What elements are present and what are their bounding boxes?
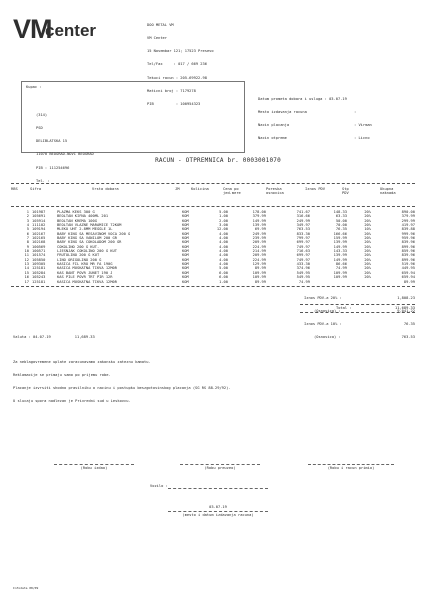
item-naziv: KASICA FIL KRO MR FA 190G (57, 262, 113, 267)
item-jm: KOM (182, 257, 189, 262)
item-sifra: 100569 (32, 244, 46, 249)
item-pdv: 149.99 (333, 244, 347, 249)
item-cena: 224.99 (252, 257, 266, 262)
item-kol: 4.00 (219, 262, 228, 267)
item-sifra: 105914 (32, 218, 46, 223)
sig-line-izdao (54, 464, 134, 465)
item-kol: 3.00 (219, 223, 228, 228)
total-pdv10-label: Iznos PDV-a 10% : (304, 322, 342, 327)
item-kol: 1.00 (219, 279, 228, 284)
item-jm: KOM (182, 236, 189, 241)
item-rbr: 4 (26, 223, 29, 228)
info-row-4 (258, 136, 372, 140)
item-osnovica: 833.30 (296, 231, 310, 236)
item-rbr: 2 (26, 214, 29, 219)
sig-racun-primio: (Robu i racun primio) (327, 466, 375, 470)
sig-izdao: (Robu izdao) (80, 466, 108, 470)
item-ukupno: 659.94 (401, 270, 415, 275)
item-cena: 109.99 (252, 270, 266, 275)
item-sifra: 105850 (32, 257, 46, 262)
item-stopa: 20% (364, 244, 371, 249)
item-rbr: 10 (24, 249, 29, 254)
item-sifra: 102167 (32, 231, 46, 236)
col-ukupna (380, 187, 396, 196)
item-sifra: 125181 (32, 279, 46, 284)
total-osn10-label: (Osnovica) : (314, 335, 341, 340)
item-pdv: 76.35 (335, 227, 347, 232)
item-cena: 209.99 (252, 240, 266, 245)
item-naziv: COKOLINO 200 G KUT. (57, 244, 100, 249)
info-row-2-value: : (354, 110, 357, 115)
note-2: Reklamacije se primaju samo po prijemu robe. (13, 373, 111, 378)
item-pdv: 149.99 (333, 257, 347, 262)
grand-total-value: 11,689.33 (395, 306, 415, 310)
item-ukupno: 959.96 (401, 236, 415, 241)
item-naziv: BEOLTAN KREMA 100G (57, 218, 97, 223)
col-vrsta: Vrsta dobara (92, 187, 119, 191)
item-stopa: 20% (364, 270, 371, 275)
item-osnovica: 433.30 (296, 262, 310, 267)
item-naziv: BABY KING SA MESAVINOM VOCA 200 G (57, 231, 131, 236)
item-cena: 149.99 (252, 218, 266, 223)
item-kol: 4.00 (219, 236, 228, 241)
company-telfax: Tel/Fax : 017 / 669 236 (147, 62, 207, 67)
col-sifra: Sifra (30, 187, 42, 191)
item-osnovica: 763.53 (296, 227, 310, 232)
item-osnovica: 549.95 (296, 275, 310, 280)
item-jm: KOM (182, 262, 189, 267)
item-kol: 6.00 (219, 270, 228, 275)
item-jm: KOM (182, 270, 189, 275)
total-pdv20-label: Iznos PDV-a 20% : (304, 295, 342, 300)
item-sifra: 102168 (32, 240, 46, 245)
item-naziv: KAS PILE POVR TRT PIR 12R (57, 275, 113, 280)
item-osnovica: 699.97 (296, 240, 310, 245)
item-naziv: BABY KING SA VANILOM 200 GR (57, 236, 117, 241)
sig-preuzeo: (Robu preuzeo) (204, 466, 236, 470)
item-osnovica: 374.96 (296, 266, 310, 271)
items-table (11, 210, 415, 284)
item-naziv: PLAZMA KEKS 300 G (57, 210, 95, 214)
item-sifra: 109194 (32, 227, 46, 232)
info-row-4-value: : Licno (354, 136, 370, 141)
invoice-info (258, 88, 372, 145)
buyer-tel: Tel. : (36, 178, 50, 183)
item-rbr: 3 (26, 218, 29, 223)
info-row-1 (258, 97, 372, 101)
col-rbr: RBS (11, 187, 18, 191)
item-ukupno: 839.88 (401, 227, 415, 232)
item-cena: 379.99 (252, 214, 266, 219)
item-cena: 209.99 (252, 253, 266, 258)
item-cena: 89.99 (254, 279, 266, 284)
totals-values (370, 287, 415, 344)
item-pdv: 70.00 (335, 223, 347, 228)
item-sifra: 100571 (32, 249, 46, 254)
item-pdv: 86.66 (335, 262, 347, 267)
item-naziv: BEOLTAN VLAZNE MARAMICE 72KOM (57, 223, 122, 228)
item-ukupno: 89.99 (403, 279, 415, 284)
mesto-datum-value: 03.07.19 (209, 505, 227, 509)
item-rbr: 15 (24, 270, 29, 275)
col-poreska-2: osnovica (266, 191, 284, 196)
item-naziv: BABY KING SA COKOLADOM 200 GR (57, 240, 122, 245)
item-rbr: 17 (24, 279, 29, 284)
item-pdv: 139.99 (333, 253, 347, 258)
invoice-title: RACUN - OTPREMNICA br. 0003001070 (155, 157, 281, 164)
total-osn20-label: (Osnovica) : (314, 309, 341, 314)
item-kol: 4.00 (219, 231, 228, 236)
item-jm: KOM (182, 227, 189, 232)
item-ukupno: 899.96 (401, 244, 415, 249)
info-row-3 (258, 123, 372, 127)
item-jm: KOM (182, 275, 189, 280)
item-jm: KOM (182, 266, 189, 271)
col-stp-1: Stp (342, 187, 349, 191)
item-rbr: 1 (26, 210, 29, 214)
item-ukupno: 890.00 (401, 210, 415, 214)
item-naziv: KASICA MUSKATNA TIKVA 12M0R (57, 266, 117, 271)
total-osn10-value: 763.53 (401, 335, 415, 340)
item-sifra: 101574 (32, 253, 46, 258)
item-ukupno: 999.96 (401, 231, 415, 236)
item-stopa: 20% (364, 257, 371, 262)
item-jm: KOM (182, 210, 189, 214)
col-poreska (266, 187, 284, 196)
item-kol: 4.00 (219, 253, 228, 258)
total-osn20-value: 9,041.22 (397, 309, 415, 314)
item-ukupno: 379.99 (401, 214, 415, 219)
item-sifra: 125181 (32, 266, 46, 271)
item-stopa: 20% (364, 223, 371, 228)
buyer-city: 11070 BEOGRAD-NOVI BEOGRAD (36, 152, 94, 157)
info-row-1-value: 03.07.19 (329, 96, 347, 101)
sig-line-racun-primio (308, 464, 394, 465)
company-account: Tekuci racun : 205-69922-98 (147, 75, 207, 80)
item-rbr: 14 (24, 266, 29, 271)
item-jm: KOM (182, 240, 189, 245)
item-sifra: 111102 (32, 223, 46, 228)
buyer-details (36, 104, 94, 188)
info-row-1-label: Datum prometa dobara i usluga : (258, 96, 327, 101)
header-bottom-rule (11, 206, 415, 207)
item-rbr: 13 (24, 262, 29, 267)
item-pdv: 166.66 (333, 231, 347, 236)
item-kol: 4.00 (219, 257, 228, 262)
item-cena: 89.99 (254, 266, 266, 271)
item-stopa: 20% (364, 240, 371, 245)
item-ukupno: 519.96 (401, 262, 415, 267)
item-ukupno: 839.96 (401, 253, 415, 258)
company-pib: PIB : 100954323 (147, 102, 201, 107)
item-sifra: 105243 (32, 275, 46, 280)
item-osnovica: 316.66 (296, 214, 310, 219)
grand-total-rule (300, 312, 415, 313)
item-stopa: 20% (364, 236, 371, 241)
valuta-amount: 11,689.33 (74, 335, 95, 339)
item-kol: 2.00 (219, 218, 228, 223)
col-cena (223, 187, 241, 196)
item-rbr: 12 (24, 257, 29, 262)
sig-line-preuzeo (180, 464, 260, 465)
item-stopa (347, 280, 371, 284)
item-stopa: 20% (364, 210, 371, 214)
info-row-2 (258, 110, 372, 114)
notes (13, 351, 231, 408)
col-ukupna-2: naknada (380, 191, 396, 196)
item-rbr: 7 (26, 236, 29, 241)
item-pdv: 109.99 (333, 275, 347, 280)
item-cena: 214.99 (252, 249, 266, 254)
item-ukupno: 839.96 (401, 240, 415, 245)
grand-total-label: Total : (336, 306, 352, 310)
note-1: Za neblagovremene uplate zaracunavamo zakonsku zateznu kamatu. (13, 359, 151, 364)
item-stopa: 20% (364, 231, 371, 236)
item-naziv: LJESNJAK COKOLINO 200 G KUT (57, 249, 117, 254)
item-sifra: 109305 (32, 262, 46, 267)
item-stopa: 20% (364, 262, 371, 267)
item-rbr: 11 (24, 253, 29, 258)
item-cena: 249.99 (252, 231, 266, 236)
mesto-datum-caption: (mesto i datum izdavanja racuna) (182, 513, 254, 517)
item-jm: KOM (182, 223, 189, 228)
item-ukupno: 449.95 (401, 266, 415, 271)
col-iznos-pdv: Iznos PDV (305, 187, 325, 191)
valuta-row (13, 335, 95, 339)
item-stopa: 20% (364, 275, 371, 280)
item-cena: 239.99 (252, 236, 266, 241)
valuta-label: Valuta : (13, 335, 31, 339)
item-cena: 139.99 (252, 223, 266, 228)
item-osnovica: 699.97 (296, 253, 310, 258)
buyer-label: Kupac : (26, 85, 42, 89)
col-poreska-1: Poreska (266, 187, 282, 191)
company-registry: Maticni broj : 7179278 (147, 88, 196, 93)
col-stp-2: PDV (342, 191, 349, 196)
item-rbr: 8 (26, 240, 29, 245)
item-ukupno: 899.96 (401, 257, 415, 262)
buyer-code: (314) (36, 112, 48, 117)
item-osnovica: 74.99 (298, 279, 310, 284)
item-rbr: 5 (26, 227, 29, 232)
item-osnovica: 749.97 (296, 257, 310, 262)
item-kol: 4.00 (219, 249, 228, 254)
item-kol: 5.00 (219, 210, 228, 214)
item-sifra: 105284 (32, 270, 46, 275)
item-pdv: 139.99 (333, 240, 347, 245)
item-cena: 109.99 (252, 275, 266, 280)
item-naziv: MLEKO UHT 2.8MM MEGGLE 1L (57, 227, 113, 232)
company-line2: VM Center (147, 36, 167, 41)
item-kol: 4.00 (219, 244, 228, 249)
item-jm: KOM (182, 244, 189, 249)
item-naziv: KAS BANT POVR JUNET 190 J (57, 270, 113, 275)
vozilo-line (168, 488, 268, 489)
item-kol: 5.00 (219, 266, 228, 271)
item-osnovica: 249.99 (296, 218, 310, 223)
info-row-2-label: Mesto izdavanja racuna (258, 110, 307, 115)
item-stopa: 10% (364, 227, 371, 232)
item-osnovica: 349.97 (296, 223, 310, 228)
item-stopa: 20% (364, 249, 371, 254)
total-pdv20-value: 1,808.23 (397, 295, 415, 300)
item-sifra: 102165 (32, 236, 46, 241)
col-stp (342, 187, 349, 196)
item-stopa: 20% (364, 253, 371, 258)
info-row-3-value: : Virman (354, 123, 372, 128)
item-cena: 129.99 (252, 262, 266, 267)
item-naziv: FRUTOLINO 200 G KUT (57, 253, 100, 258)
item-sifra: 105691 (32, 214, 46, 219)
buyer-pib: PIB : 111254696 (36, 165, 70, 170)
item-jm: KOM (182, 214, 189, 219)
company-name: DOO METAL VM (147, 22, 174, 27)
item-kol: 6.00 (219, 275, 228, 280)
mesto-datum-line (168, 511, 268, 512)
total-pdv10-value: 76.35 (403, 322, 415, 327)
item-pdv: 63.33 (335, 214, 347, 219)
item-pdv (310, 280, 347, 284)
item-cena: 69.99 (254, 227, 266, 232)
item-ukupno: 859.96 (401, 249, 415, 254)
item-ukupno: 299.99 (401, 218, 415, 223)
vozilo-label: Vozilo : (150, 484, 168, 488)
note-3: Placanje izvrsiti shodno pravilniku o nacinu i postupku beszgotovinskog placanja (SG RS 88.29/92). (13, 386, 231, 391)
buyer-street: DELIBLATSKA 15 (36, 139, 68, 144)
item-jm: KOM (182, 253, 189, 258)
totals-rule (300, 304, 415, 305)
info-row-3-label: Nacin placanja (258, 123, 290, 128)
col-ukupna-1: Ukupna (380, 187, 394, 191)
item-stopa: 20% (364, 214, 371, 219)
item-stopa: 20% (364, 218, 371, 223)
item-ukupno: 659.94 (401, 275, 415, 280)
item-kol: 4.00 (219, 240, 228, 245)
item-osnovica: 749.97 (296, 244, 310, 249)
item-pdv: 143.33 (333, 249, 347, 254)
item-jm: KOM (182, 279, 189, 284)
item-pdv: 74.99 (335, 266, 347, 271)
item-naziv: LINO ORIGOLINO 200 G (57, 257, 102, 262)
footer-note: Infodata 08/09 (13, 586, 39, 590)
item-naziv: BEOLTAN KIFNA 400ML 201 (57, 214, 109, 219)
company-logo-center: center (45, 21, 97, 40)
item-pdv: 159.99 (333, 236, 347, 241)
col-kolicina: Kolicina (191, 187, 209, 191)
company-address: 15 Novembar 121; 17523 Presevo (147, 49, 214, 54)
item-pdv: 109.99 (333, 270, 347, 275)
item-stopa: 20% (364, 266, 371, 271)
item-osnovica: 716.63 (296, 249, 310, 254)
valuta-date: 04.07.19 (33, 335, 51, 339)
item-rbr: 6 (26, 231, 29, 236)
header-top-rule (11, 183, 415, 184)
item-pdv: 50.00 (335, 218, 347, 223)
item-pdv: 148.33 (333, 210, 347, 214)
item-jm: KOM (182, 249, 189, 254)
item-cena: 224.99 (252, 244, 266, 249)
table-row (11, 280, 415, 284)
col-cena-2: jed.mere (223, 191, 241, 196)
item-osnovica: 741.67 (296, 210, 310, 214)
info-row-4-label: Nacin otpreme (258, 136, 287, 141)
note-4: U slucaju spora nadlezan je Privredni sud u Leskovcu. (13, 399, 131, 404)
item-cena: 178.00 (252, 210, 266, 214)
item-osnovica: 799.97 (296, 236, 310, 241)
item-jm: KOM (182, 231, 189, 236)
item-kol: 12.00 (216, 227, 228, 232)
buyer-name: PSD (36, 126, 43, 131)
item-jm: KOM (182, 218, 189, 223)
logo-vm-text: VM (13, 14, 52, 44)
item-ukupno: 419.97 (401, 223, 415, 228)
table-bottom-rule (11, 286, 415, 287)
item-osnovica: 549.95 (296, 270, 310, 275)
col-cena-1: Cena po (223, 187, 239, 191)
item-rbr: 16 (24, 275, 29, 280)
col-jm: JM (175, 187, 180, 191)
item-naziv: KASICA MUSKATNA TIKVA 12M0R (57, 279, 117, 284)
item-sifra: 101987 (32, 210, 46, 214)
item-kol: 1.00 (219, 214, 228, 219)
item-rbr: 9 (26, 244, 29, 249)
totals-labels (304, 287, 342, 344)
